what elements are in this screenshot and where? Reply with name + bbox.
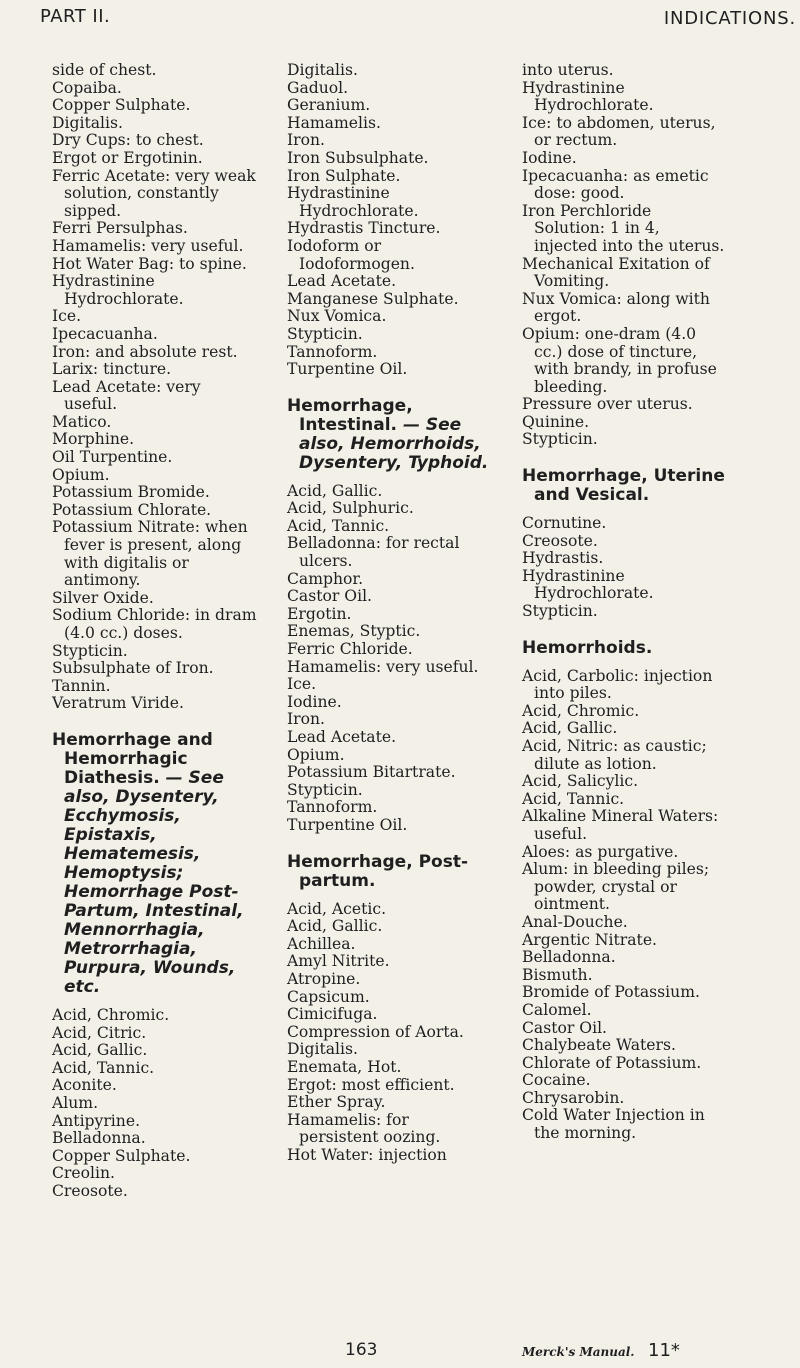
index-entry: Ferric Acetate: very weak solution, constantly sipped. <box>52 166 256 220</box>
index-entry: Hydrastis. <box>522 549 604 568</box>
index-entry: Belladonna: for rectal ulcers. <box>287 534 460 571</box>
index-entry: Stypticin. <box>52 641 128 660</box>
index-entry: Copper Sulphate. <box>52 1146 191 1165</box>
index-entry: Ferri Persulphas. <box>52 219 188 238</box>
index-entry: Ergot: most efficient. <box>287 1075 455 1094</box>
column-3 <box>522 62 727 1143</box>
index-entry: Ice. <box>52 307 82 326</box>
index-entry: Acid, Tannic. <box>522 789 625 808</box>
index-entry: Acid, Salicylic. <box>522 772 639 791</box>
index-entry: Iron Sulphate. <box>287 166 401 185</box>
index-entry: Iron. <box>287 710 326 729</box>
index-entry: Cocaine. <box>522 1071 591 1090</box>
index-entry: Potassium Bromide. <box>52 483 210 502</box>
index-entry: Cold Water Injection in the morning. <box>522 1106 705 1143</box>
index-entry: Bromide of Potassium. <box>522 983 700 1002</box>
footer-source: Merck's Manual. <box>522 1345 635 1359</box>
index-entry: Chalybeate Waters. <box>522 1036 676 1055</box>
index-entry: Digitalis. <box>287 1040 358 1059</box>
index-entry: Alum: in bleeding piles; powder, crystal or ointment. <box>522 860 710 914</box>
index-entry: Anal-Douche. <box>522 912 628 931</box>
index-entry: Enemata, Hot. <box>287 1057 402 1076</box>
index-entry: Acid, Chromic. <box>52 1005 170 1024</box>
index-entry: Iron Subsulphate. <box>287 148 429 167</box>
index-entry: Enemas, Styptic. <box>287 622 421 641</box>
index-entry: Cornutine. <box>522 514 607 533</box>
index-entry: Lead Acetate. <box>287 728 397 746</box>
index-entry: Calomel. <box>522 1000 592 1019</box>
index-entry: Ergotin. <box>287 604 352 623</box>
index-entry: Ice. <box>287 675 317 694</box>
index-entry: Hydrastinine Hydrochlorate. <box>522 78 654 115</box>
index-entry: Hydrastinine Hydrochlorate. <box>52 272 184 308</box>
entry-list <box>287 483 492 835</box>
index-entry: Hamamelis: very useful. <box>287 657 479 676</box>
index-entry: Belladonna. <box>52 1129 146 1148</box>
index-entry: Aloes: as purgative. <box>522 842 679 861</box>
index-entry: Alkaline Mineral Waters: useful. <box>522 807 719 843</box>
index-entry: Lead Acetate. <box>287 272 397 291</box>
index-entry: Creolin. <box>52 1164 115 1183</box>
index-entry: Potassium Bitartrate. <box>287 763 456 782</box>
entry-list <box>522 668 727 1143</box>
index-entry: Ferric Chloride. <box>287 640 413 659</box>
index-entry: Hydrastinine Hydrochlorate. <box>287 184 419 220</box>
index-entry: Acid, Tannic. <box>287 516 390 535</box>
column-2 <box>287 62 492 1164</box>
index-entry: Ether Spray. <box>287 1093 386 1112</box>
index-entry: Acid, Gallic. <box>522 719 618 738</box>
index-entry: Tannin. <box>52 676 111 695</box>
index-entry: Acid, Citric. <box>52 1023 147 1042</box>
index-entry: Potassium Chlorate. <box>52 500 212 519</box>
index-entry: Achillea. <box>287 934 356 953</box>
index-entry: Creosote. <box>52 1181 128 1200</box>
section-heading: Hemorrhage, Intestinal. — See also, Hemorrhoids, Dysentery, Typhoid. <box>287 395 489 473</box>
index-entry: Belladonna. <box>522 948 616 967</box>
index-entry: Sodium Chloride: in dram (4.0 cc.) doses. <box>52 606 257 642</box>
index-entry: Cimicifuga. <box>287 1005 378 1024</box>
index-entry: Acid, Tannic. <box>52 1058 155 1077</box>
index-entry: Tannoform. <box>287 798 378 817</box>
index-entry: Opium. <box>52 465 110 484</box>
entry-list <box>522 515 727 621</box>
index-entry: Pressure over uterus. <box>522 395 693 414</box>
index-entry: Ipecacuanha. <box>52 324 158 343</box>
index-entry: Iodine. <box>522 148 577 167</box>
running-header-section: INDICATIONS. <box>663 8 796 29</box>
index-entry: Ergot or Ergotinin. <box>52 148 203 167</box>
index-entry: Digitalis. <box>52 113 123 132</box>
index-entry: Potassium Nitrate: when fever is present, along with digitalis or antimony. <box>52 518 248 590</box>
index-entry: Opium. <box>287 745 345 764</box>
index-entry: Alum. <box>52 1093 99 1112</box>
index-entry: Hamamelis: very useful. <box>52 236 244 255</box>
index-entry: Subsulphate of Iron. <box>52 659 214 678</box>
index-entry: Iodine. <box>287 692 342 711</box>
index-entry: Stypticin. <box>287 780 363 799</box>
index-entry: Chlorate of Potassium. <box>522 1053 702 1072</box>
entry-list <box>287 901 492 1165</box>
index-entry: side of chest. <box>52 61 157 79</box>
index-entry: Bismuth. <box>522 965 593 984</box>
index-entry: Dry Cups: to chest. <box>52 131 204 150</box>
column-1 <box>52 62 257 1201</box>
index-entry: Larix: tincture. <box>52 360 172 379</box>
page-number: 163 <box>345 1340 378 1360</box>
index-entry: Geranium. <box>287 96 371 115</box>
index-entry: Matico. <box>52 412 112 431</box>
index-entry: Lead Acetate: very useful. <box>52 377 201 414</box>
index-entry: Copper Sulphate. <box>52 96 191 115</box>
entry-list <box>522 62 727 449</box>
see-also-note: — See also, Dysentery, Ecchymosis, Epistaxis, Hematemesis, Hemoptysis; Hemorrhage Post-Partum, Intestinal, Mennorrhagia, Metrorrhagia, Purpura, Wounds, etc. <box>64 767 244 997</box>
index-entry: Iron. <box>287 131 326 150</box>
index-entry: Aconite. <box>52 1076 117 1095</box>
index-entry: Acid, Gallic. <box>287 917 383 936</box>
index-entry: Atropine. <box>287 969 361 988</box>
see-also-note: — See also, Hemorrhoids, Dysentery, Typhoid. <box>299 414 489 473</box>
entry-list <box>287 62 492 379</box>
index-entry: Amyl Nitrite. <box>287 952 390 971</box>
index-entry: Copaiba. <box>52 78 122 97</box>
index-entry: Acid, Carbolic: injection into piles. <box>522 666 713 703</box>
index-entry: Iron Perchloride Solution: 1 in 4, injected into the uterus. <box>522 201 725 255</box>
index-entry: Argentic Nitrate. <box>522 930 658 949</box>
index-entry: Castor Oil. <box>522 1018 608 1037</box>
index-entry: Morphine. <box>52 430 135 449</box>
index-entry: Acid, Chromic. <box>522 701 640 720</box>
index-entry: Camphor. <box>287 569 364 588</box>
index-entry: Acid, Gallic. <box>52 1041 148 1060</box>
index-entry: Nux Vomica: along with ergot. <box>522 289 710 326</box>
index-entry: Hot Water: injection <box>287 1145 447 1164</box>
index-entry: Nux Vomica. <box>287 307 387 326</box>
index-entry: Gaduol. <box>287 78 349 97</box>
index-entry: Veratrum Viride. <box>52 694 184 713</box>
index-entry: Turpentine Oil. <box>287 815 408 834</box>
index-entry: Oil Turpentine. <box>52 448 173 467</box>
index-entry: Hot Water Bag: to spine. <box>52 254 247 273</box>
index-entry: Stypticin. <box>522 602 598 621</box>
index-entry: Chrysarobin. <box>522 1088 625 1107</box>
section-heading: Hemorrhage, Uterine and Vesical. <box>522 466 725 506</box>
index-entry: into uterus. <box>522 61 614 79</box>
section-heading: Hemorrhage and Hemorrhagic Diathesis. — See also, Dysentery, Ecchymosis, Epistaxis, Hematemesis, Hemoptysis; Hemorrhage Post-Partum, Intestinal, Mennorrhagia, Metrorrhagia, Purpura, Wounds, etc. <box>52 729 244 997</box>
index-entry: Ipecacuanha: as emetic dose: good. <box>522 166 709 203</box>
index-entry: Silver Oxide. <box>52 588 154 607</box>
running-header-part: PART II. <box>40 6 111 27</box>
index-entry: Manganese Sulphate. <box>287 289 459 308</box>
index-entry: Iron: and absolute rest. <box>52 342 238 361</box>
index-entry: Stypticin. <box>522 430 598 449</box>
section-heading: Hemorrhoids. <box>522 637 653 658</box>
index-entry: Iodoform or Iodoformogen. <box>287 236 415 273</box>
index-entry: Stypticin. <box>287 324 363 343</box>
index-entry: Hamamelis. <box>287 113 381 132</box>
section-heading: Hemorrhage, Post-partum. <box>287 851 469 891</box>
index-entry: Acid, Nitric: as caustic; dilute as lotion. <box>522 737 707 773</box>
entry-list <box>52 1007 257 1201</box>
index-entry: Castor Oil. <box>287 587 373 606</box>
index-entry: Opium: one-dram (4.0 cc.) dose of tincture, with brandy, in profuse bleeding. <box>522 324 717 396</box>
index-entry: Mechanical Exitation of Vomiting. <box>522 254 710 291</box>
index-entry: Turpentine Oil. <box>287 360 408 379</box>
index-entry: Creosote. <box>522 531 598 550</box>
index-entry: Quinine. <box>522 412 590 431</box>
index-entry: Hydrastinine Hydrochlorate. <box>522 566 654 603</box>
index-entry: Acid, Gallic. <box>287 481 383 500</box>
entry-list <box>52 62 257 713</box>
index-entry: Digitalis. <box>287 61 358 79</box>
index-entry: Ice: to abdomen, uterus, or rectum. <box>522 113 716 150</box>
signature-mark: 11* <box>648 1340 680 1361</box>
index-entry: Acid, Acetic. <box>287 899 387 918</box>
index-entry: Tannoform. <box>287 342 378 361</box>
index-entry: Acid, Sulphuric. <box>287 499 414 518</box>
index-entry: Hamamelis: for persistent oozing. <box>287 1110 441 1147</box>
index-entry: Capsicum. <box>287 987 370 1006</box>
index-entry: Hydrastis Tincture. <box>287 219 441 238</box>
index-entry: Antipyrine. <box>52 1111 141 1130</box>
index-entry: Compression of Aorta. <box>287 1022 464 1041</box>
